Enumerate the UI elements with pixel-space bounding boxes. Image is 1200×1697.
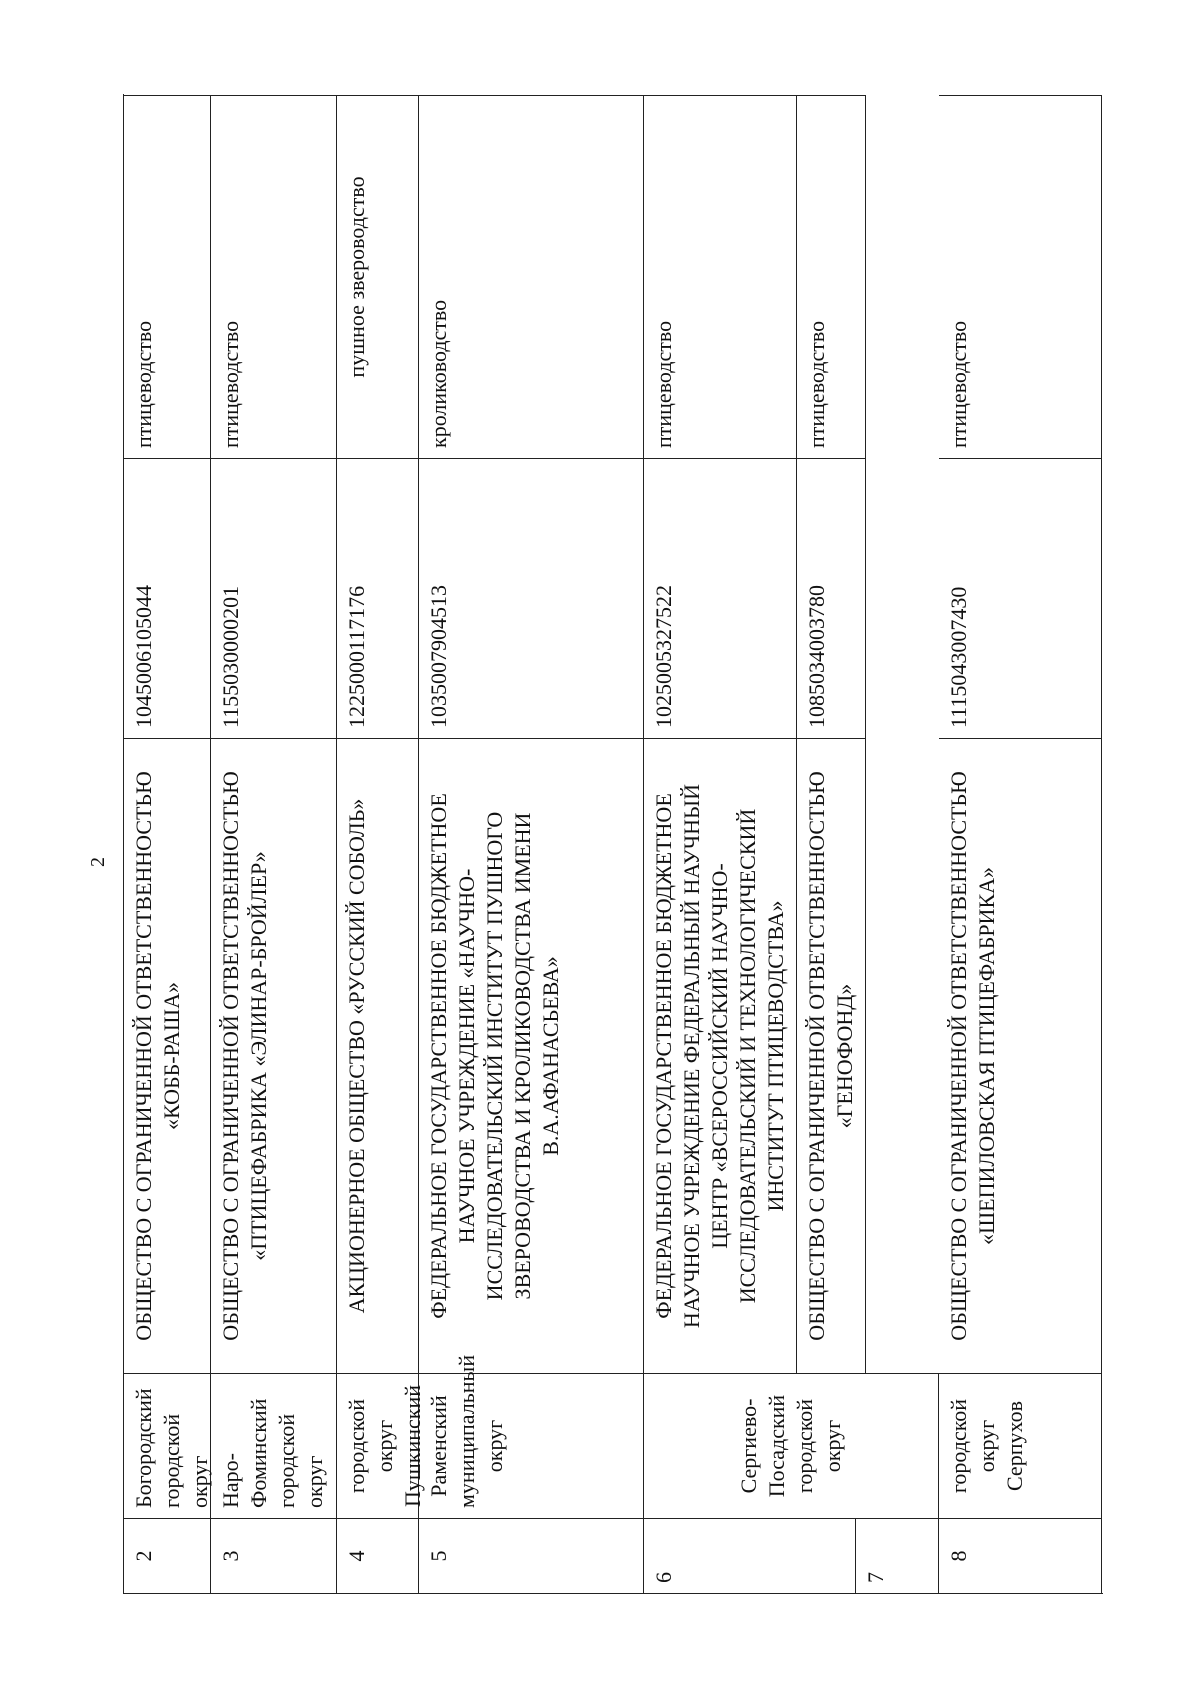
organization-name-cell: ФЕДЕРАЛЬНОЕ ГОСУДАРСТВЕННОЕ БЮДЖЕТНОЕ НАУЧНОЕ УЧРЕЖДЕНИЕ «НАУЧНО-ИССЛЕДОВАТЕЛЬСКИЙ ИНСТИТУТ ПУШНОГО ЗВЕРОВОДСТВА И КРОЛИКОВОДСТВА ИМЕНИ В.А.АФАНАСЬЕВА» [419,738,644,1373]
organization-name-cell: ОБЩЕСТВО С ОГРАНИЧЕННОЙ ОТВЕТСТВЕННОСТЬЮ «ШЕПИЛОВСКАЯ ПТИЦЕФАБРИКА» [939,738,1102,1373]
table-row [939,94,1102,1593]
rotated-sheet [123,94,1103,1594]
table-row [419,94,644,1593]
row-number-cell: 4 [337,1518,419,1593]
table-row [644,95,797,1373]
ogrn-cell: 1035007904513 [419,458,644,738]
merged-district-column [644,1373,939,1518]
district-cell: Богородский городской округ [124,1373,211,1518]
table-row [124,94,211,1593]
ogrn-cell: 1045006105044 [124,458,211,738]
table-row [797,95,866,1373]
table-row [337,94,425,1593]
row-number-cell: 8 [939,1518,1102,1593]
row-number-cell: 2 [124,1518,211,1593]
row-number-cell: 3 [211,1518,337,1593]
organization-name-cell: АКЦИОНЕРНОЕ ОБЩЕСТВО «РУССКИЙ СОБОЛЬ» [337,738,419,1373]
activity-cell: птицеводство [644,95,797,458]
district-cell: Сергиево-Посадский городской округ [644,1373,939,1518]
district-cell: городской округ Серпухов [939,1373,1102,1518]
organization-name-cell: ОБЩЕСТВО С ОГРАНИЧЕННОЙ ОТВЕТСТВЕННОСТЬЮ «КОББ-РАША» [124,738,211,1373]
table-row [211,94,337,1593]
merged-district-block [644,94,939,1593]
district-cell: городской округ Пушкинский [337,1373,419,1518]
organization-name-cell: ФЕДЕРАЛЬНОЕ ГОСУДАРСТВЕННОЕ БЮДЖЕТНОЕ НАУЧНОЕ УЧРЕЖДЕНИЕ ФЕДЕРАЛЬНЫЙ НАУЧНЫЙ ЦЕНТР «ВСЕРОССИЙСКИЙ НАУЧНО-ИССЛЕДОВАТЕЛЬСКИЙ И ТЕХНОЛОГИЧЕСКИЙ ИНСТИТУТ ПТИЦЕВОДСТВА» [644,738,797,1373]
district-cell: Наро-Фоминский городской округ [211,1373,337,1518]
ogrn-cell: 1025005327522 [644,458,797,738]
organization-name-cell: ОБЩЕСТВО С ОГРАНИЧЕННОЙ ОТВЕТСТВЕННОСТЬЮ «ГЕНОФОНД» [797,738,866,1373]
row-number-cell: 7 [856,1518,939,1593]
row-number-cell: 6 [644,1518,856,1593]
activity-cell: птицеводство [797,95,866,458]
merged-rows [644,95,939,1373]
ogrn-cell: 1085034003780 [797,458,866,738]
activity-cell: птицеводство [211,95,337,458]
district-cell: Раменский муниципальный округ [419,1373,644,1518]
farms-table [123,94,1103,1594]
row-number-cell: 5 [419,1518,644,1593]
organization-name-cell: ОБЩЕСТВО С ОГРАНИЧЕННОЙ ОТВЕТСТВЕННОСТЬЮ «ПТИЦЕФАБРИКА «ЭЛИНАР-БРОЙЛЕР» [211,738,337,1373]
activity-cell: пушное звероводство [337,95,419,458]
ogrn-cell: 1155030000201 [211,458,337,738]
page-number: 2 [87,857,109,867]
activity-cell: птицеводство [939,95,1102,458]
ogrn-cell: 1225000117176 [337,458,419,738]
activity-cell: кролиководство [419,95,644,458]
activity-cell: птицеводство [124,95,211,458]
ogrn-cell: 1115043007430 [939,458,1102,738]
row-number-column [644,1518,939,1593]
